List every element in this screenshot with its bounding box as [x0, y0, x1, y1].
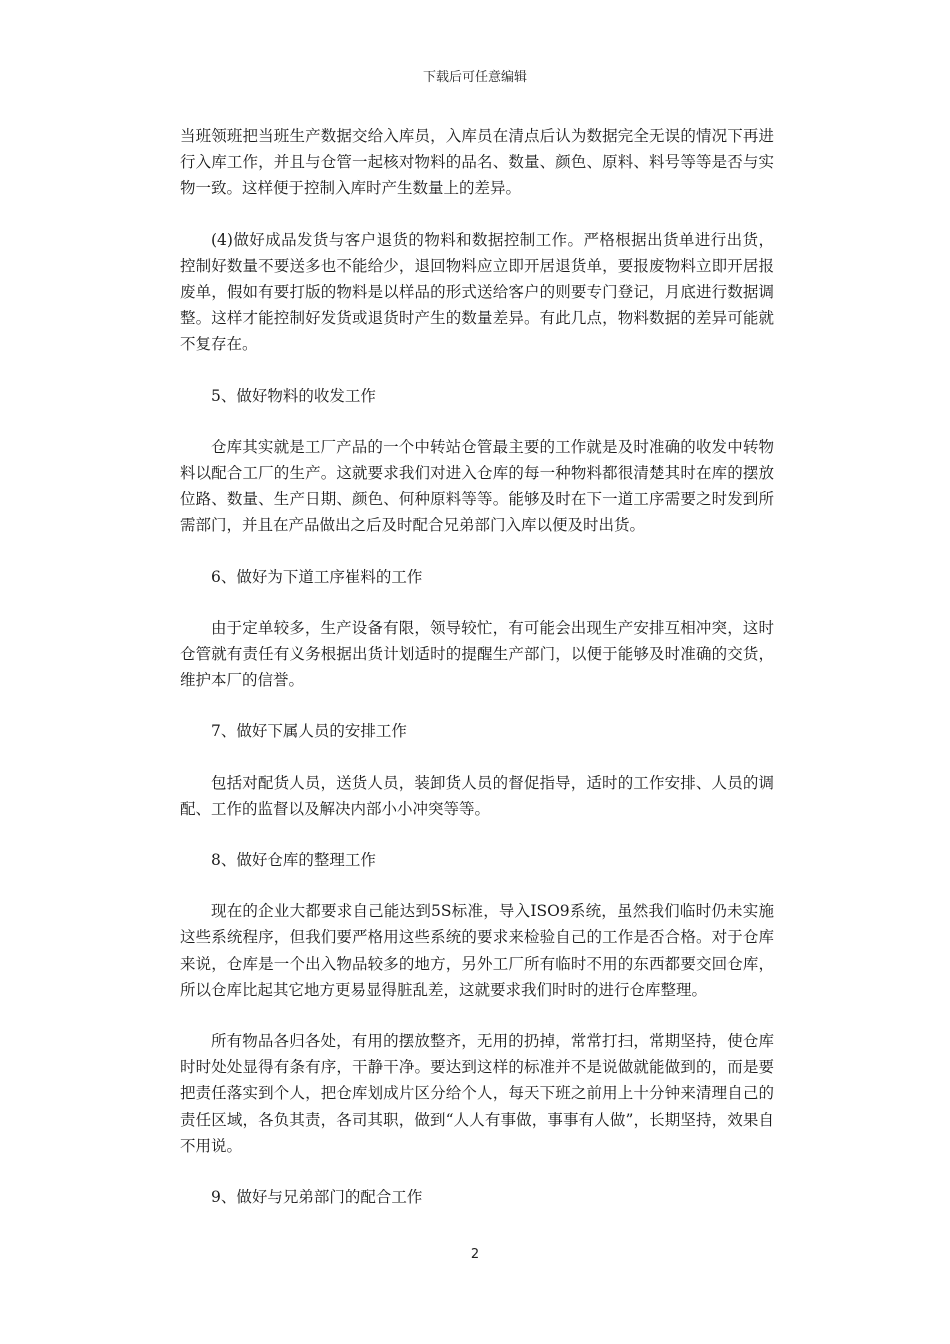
section-heading-7: 7、做好下属人员的安排工作 — [211, 722, 407, 741]
paragraph-section-5: 仓库其实就是工厂产品的一个中转站仓管最主要的工作就是及时准确的收发中转物料以配合工厂的生产。这就要求我们对进入仓库的每一种物料都很清楚其时在库的摆放位路、数量、生产日期、颜色、何种原料等等。能够及时在下一道工序需要之时发到所需部门，并且在产品做出之后及时配合兄弟部门入库以便及时出货。 — [180, 437, 774, 535]
paragraph-section-8a: 现在的企业大都要求自己能达到5S标准，导入ISO9系统，虽然我们临时仍未实施这些系统程序，但我们要严格用这些系统的要求来检验自己的工作是否合格。对于仓库来说，仓库是一个出入物品较多的地方，另外工厂所有临时不用的东西都要交回仓库，所以仓库比起其它地方更易显得脏乱差，这就要求我们时时的进行仓库整理。 — [180, 902, 774, 999]
paragraph-section-8b: 所有物品各归各处，有用的摆放整齐，无用的扔掉，常常打扫，常期坚持，使仓库时时处处显得有条有序，干静干净。要达到这样的标准并不是说做就能做到的，而是要把责任落实到个人，把仓库划成片区分给个人，每天下班之前用上十分钟来清理自己的责任区域，各负其责，各司其职，做到“人人有事做，事事有人做”，长期坚持，效果自不用说。 — [180, 1032, 774, 1155]
paragraph-shipping-returns: (4)做好成品发货与客户退货的物料和数据控制工作。严格根据出货单进行出货，控制好数量不要送多也不能给少，退回物料应立即开居退货单，要报废物料立即开居报废单，假如有要打版的物料是以样品的形式送给客户的则要专门登记，月底进行数据调整。这样才能控制好发货或退货时产生的数量差异。有此几点，物料数据的差异可能就不复存在。 — [180, 230, 774, 354]
section-heading-6: 6、做好为下道工序崔料的工作 — [211, 567, 423, 586]
section-heading-8: 8、做好仓库的整理工作 — [211, 851, 376, 870]
section-heading-9: 9、做好与兄弟部门的配合工作 — [211, 1188, 423, 1207]
paragraph-inbound-count: 当班领班把当班生产数据交给入库员，入库员在清点后认为数据完全无误的情况下再进行入库工作，并且与仓管一起核对物料的品名、数量、颜色、原料、料号等等是否与实物一致。这样便于控制入库时产生数量上的差异。 — [180, 127, 774, 198]
paragraph-section-7: 包括对配货人员，送货人员，装卸货人员的督促指导，适时的工作安排、人员的调配、工作的监督以及解决内部小小冲突等等。 — [180, 773, 774, 818]
page-header: 下载后可任意编辑 — [422, 70, 527, 85]
section-heading-5: 5、做好物料的收发工作 — [211, 386, 376, 405]
paragraph-section-6: 由于定单较多，生产设备有限，领导较忙，有可能会出现生产安排互相冲突，这时仓管就有责任有义务根据出货计划适时的提醒生产部门，以便于能够及时准确的交货，维护本厂的信誉。 — [180, 618, 774, 690]
page-number: 2 — [470, 1247, 480, 1262]
document-body — [180, 123, 774, 1235]
